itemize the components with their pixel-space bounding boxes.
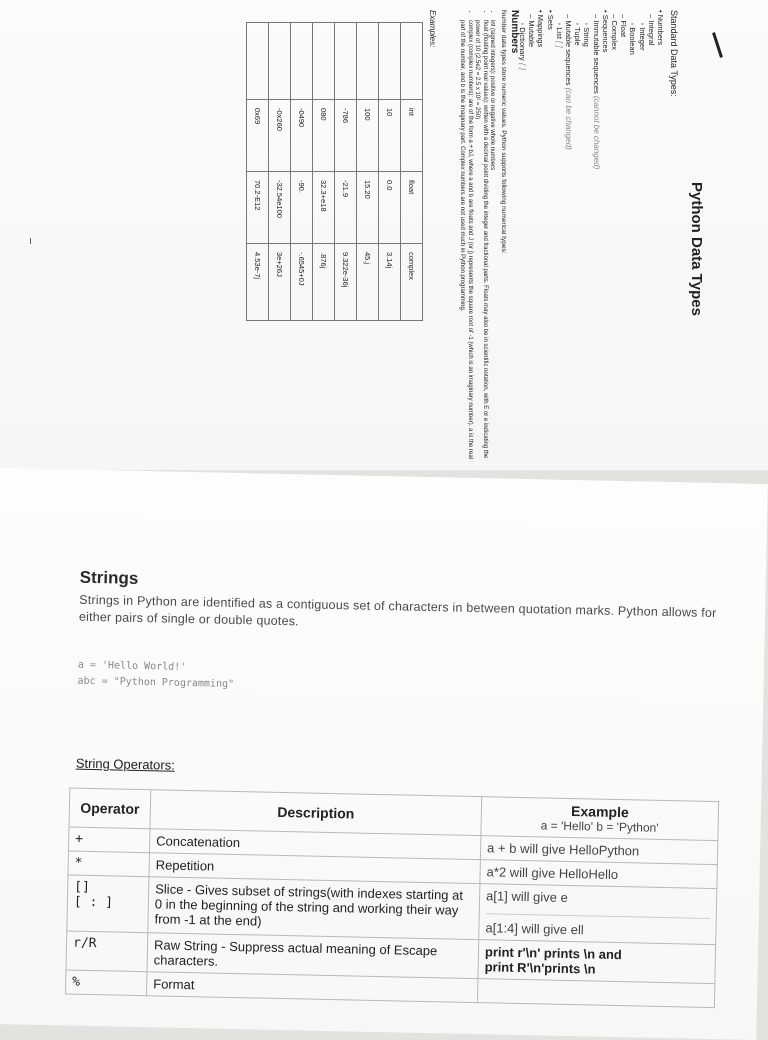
table-row: 100 15.20 45.j [357,23,379,321]
operator-cell: % [65,970,146,996]
tree-item: ◦ List [ ] [554,10,564,48]
table-row: -0x260 -32.54e100 3e+26J [269,23,291,321]
tree-item: ◦ Boolean [628,10,638,55]
bullet-item: • int (signed integers): positive or negative whole numbers [488,20,495,460]
code-line: abc = "Python Programming" [77,675,235,690]
col-header: float [401,172,423,244]
description-col-header: Description [150,790,482,836]
tree-item: ◦ Dictionary { } [517,10,527,71]
numbers-heading: Numbers [509,10,520,54]
description-cell: Concatenation [149,829,480,860]
tree-item: – Immutable sequences (cannot be changed) [591,10,601,170]
numbers-intro: Number data types store numeric values. Python supports following numerical types: [500,10,507,254]
top-page [0,0,768,470]
code-sample [77,658,234,693]
strings-heading: Strings [79,567,139,588]
tree-item: – Mutable sequences (can be changed) [563,10,573,150]
tree-item: – Complex [609,10,619,51]
type-tree [518,10,665,169]
table-header-row [401,23,423,321]
tree-item: • Sets [545,10,555,30]
table-row: 080 32.3+e18 .876j [313,23,335,321]
tree-item: – Integral [646,10,656,46]
handwritten-note: (can be changed) [563,87,573,150]
example-cell: a + b will give HelloPython [480,836,717,865]
col-header: complex [401,244,423,321]
tree-item: ◦ Integer [637,10,647,51]
description-cell: Slice - Gives subset of strings(with indexes starting at 0 in the beginning of the string and working their way from -1 at the end) [148,877,480,940]
tree-item: – Float [619,10,629,38]
pen-stroke [712,32,723,58]
operator-col-header: Operator [69,788,151,829]
string-operators-heading: String Operators: [75,755,175,773]
example-subheader: a = 'Hello' b = 'Python' [540,818,659,835]
numbers-bullets [458,10,495,460]
operator-cell: * [68,851,149,877]
example-cell: a*2 will give HelloHello [480,860,717,889]
table-row: -786 -21.9 9.322e-36j [335,23,357,321]
bullet-item: • complex (complex numbers): are of the form a + bJ, where a and b are floats and J (or j) represents the square root of -1 (which is an imaginary number). a is the real part of the number, and b is the imaginary part. Complex numbers are not used much in Python programming. [458,20,473,460]
description-cell: Format [146,972,477,1003]
bullet-item: • float (floating point real values): written with a decimal point dividing the integer and fractional parts. Floats may also be in scientific notation, with E or e indicating the power of 10 (2.5e2 = 2.5 x 10² = 250) [473,20,488,460]
rotated-content [235,2,705,472]
handwritten-note: [ ] [554,41,564,48]
strings-paragraph: Strings in Python are identified as a contiguous set of characters in between quotation marks. Python allows for either pairs of single or double quotes. [78,592,717,629]
handwritten-note: { } [517,62,527,71]
description-cell: Repetition [149,853,480,884]
description-cell: Raw String - Suppress actual meaning of Escape characters. [147,933,479,979]
tree-item: • Mappings [536,10,546,48]
tree-item: ◦ Tuple [573,10,583,46]
page-title: Python Data Types [688,182,705,316]
string-operators-table [65,788,719,1009]
example-cell: a[1] will give e a[1:4] will give ell [479,884,717,945]
code-line: a = 'Hello World!' [77,659,187,673]
tree-item: • Numbers [656,10,665,46]
tree-item: • Sequences [600,10,610,53]
operator-cell: + [68,827,149,853]
operator-cell: r/R [66,931,148,972]
col-header: int [401,100,423,172]
tree-item: – Mutable [527,10,537,48]
handwritten-note: (cannot be changed) [591,95,601,170]
table-row: -0490 -90. -.6545+0J [291,23,313,321]
table-row: 0x69 70.2-E12 4.53e-7j [247,23,269,321]
tree-item: ◦ String [582,10,592,47]
example-cell: print r'\n' prints \n and print R'\n'prints \n [478,940,716,984]
example-cell [477,979,714,1008]
examples-table [246,22,423,321]
bottom-page [0,468,768,1040]
examples-label: Examples: [428,10,437,48]
margin-mark [30,238,31,244]
standard-types-heading: Standard Data Types: [669,10,679,97]
example-col-header: Example a = 'Hello' b = 'Python' [481,797,719,841]
table-row: 10 0.0 3.14j [379,23,401,321]
operator-cell: [] [ : ] [67,875,149,933]
